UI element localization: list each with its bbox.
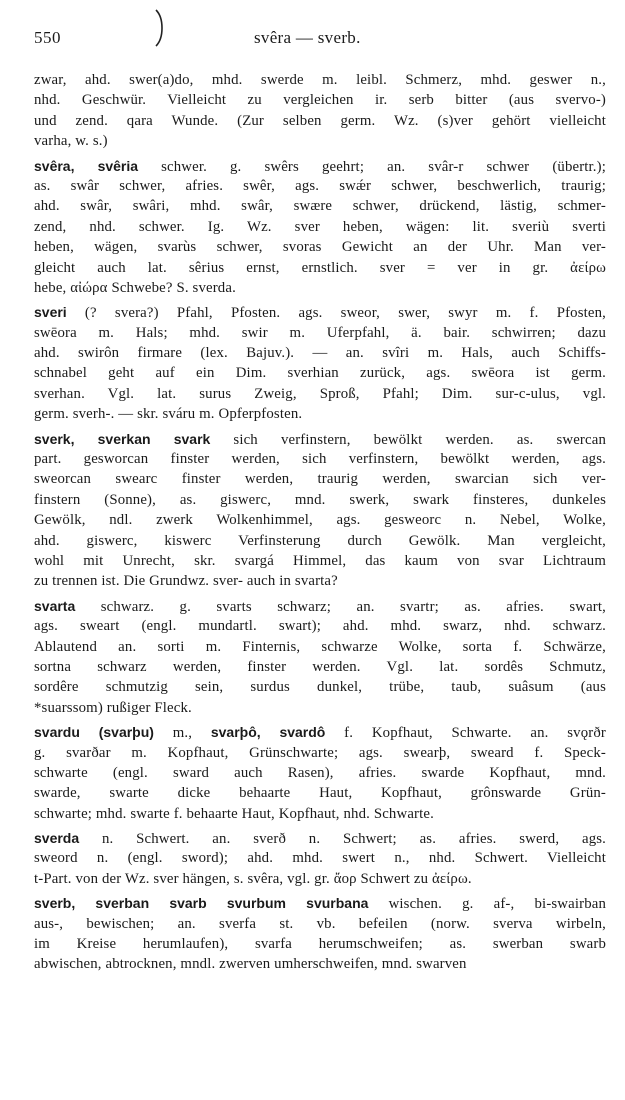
headword: svarta <box>34 597 76 614</box>
entry-line <box>34 343 606 363</box>
entry-line <box>34 893 606 913</box>
entry-line <box>34 510 606 530</box>
entry-text: schwer. g. swêrs geehrt; an. svâr-r schwer (übertr.); <box>138 158 606 175</box>
entry-line <box>34 404 606 424</box>
dictionary-entry <box>34 302 606 424</box>
entry-line <box>34 783 606 803</box>
entry-line <box>34 196 606 216</box>
entry-line <box>34 363 606 383</box>
entry-line <box>34 763 606 783</box>
entry-text: Gewölk, ndl. zwerk Wolkenhimmel, ags. gesweorc n. Nebel, Wolke, <box>34 512 606 529</box>
entry-line <box>34 111 606 131</box>
entry-text: zend, nhd. schwer. Ig. Wz. sver heben, wägen: lit. sveriù sverti <box>34 218 606 235</box>
entry-text: ahd. swirôn firmare (lex. Bajuv.). — an. svîri m. Hals, auch Schiffs- <box>34 345 606 362</box>
entry-line <box>34 278 606 298</box>
entry-line <box>34 571 606 591</box>
entry-line <box>34 828 606 848</box>
entry-line <box>34 722 606 742</box>
entry-text: (? svera?) Pfahl, Pfosten. ags. sweor, swer, swyr m. f. Pfosten, <box>66 305 606 322</box>
dictionary-entry <box>34 893 606 975</box>
entry-text: t-Part. von der Wz. sver hängen, s. svêra, vgl. gr. ἄορ Schwert zu ἀείρω. <box>34 870 472 887</box>
entry-line <box>34 551 606 571</box>
headword: svardu (svarþu) <box>34 724 154 741</box>
entry-line <box>34 848 606 868</box>
entry-line <box>34 531 606 551</box>
entry-line <box>34 637 606 657</box>
entry-line <box>34 934 606 954</box>
entry-line <box>34 490 606 510</box>
entry-line <box>34 698 606 718</box>
entry-text: nhd. Geschwür. Vielleicht zu vergleichen ir. serb bitter (aus svervo-) <box>34 92 606 109</box>
entry-text: wischen. g. af-, bi-swairban <box>368 896 607 913</box>
entry-text: sverhan. Vgl. lat. surus Zweig, Sproß, Pfahl; Dim. sur-c-ulus, vgl. <box>34 385 606 402</box>
dictionary-entry <box>34 596 606 718</box>
entry-text: as. swâr schwer, afries. swêr, ags. swǽr schwer, beschwerlich, traurig; <box>34 177 606 194</box>
entry-line <box>34 258 606 278</box>
entry-line <box>34 596 606 616</box>
bracket-mark-icon <box>154 8 168 48</box>
entry-text: zu trennen ist. Die Grundwz. sver- auch in svarta? <box>34 573 338 590</box>
dictionary-entry <box>34 70 606 152</box>
headword: sveri <box>34 304 67 321</box>
entry-text: schwarz. g. svarts schwarz; an. svartr; as. afries. swart, <box>75 598 606 615</box>
headword: sverb, sverban svarb svurbum svurbana <box>34 895 369 912</box>
entry-text: wohl mit Unrecht, skr. svargá Himmel, das kaum von svar Lichtraum <box>34 552 606 569</box>
entry-text: ags. sweart (engl. mundartl. swart); ahd. mhd. swarz, nhd. schwarz. <box>34 618 606 635</box>
entry-line <box>34 131 606 151</box>
entry-line <box>34 323 606 343</box>
dictionary-entry <box>34 429 606 592</box>
dictionary-entry <box>34 722 606 824</box>
dictionary-entry <box>34 828 606 889</box>
entry-text: m., <box>153 725 211 742</box>
headword: svarþô, svardô <box>210 724 326 741</box>
entry-text: hebe, αἰώρα Schwebe? S. sverda. <box>34 279 236 296</box>
entry-text: heben, wägen, svarùs schwer, svoras Gewicht an der Uhr. Man ver- <box>34 239 606 256</box>
dictionary-entries <box>34 70 606 979</box>
entry-text: sortna schwarz werden, finster werden. Vgl. lat. sordês Schmutz, <box>34 658 606 675</box>
entry-line <box>34 90 606 110</box>
entry-text: f. Kopfhaut, Schwarte. an. svǫrðr <box>325 725 606 742</box>
entry-line <box>34 70 606 90</box>
entry-line <box>34 156 606 176</box>
entry-text: sordêre schmutzig sein, surdus dunkel, trübe, taub, suâsum (aus <box>34 679 606 696</box>
entry-text: sweorcan swearc finster werden, traurig werden, swarcian sich ver- <box>34 471 606 488</box>
page-header <box>34 22 594 50</box>
entry-line <box>34 217 606 237</box>
entry-text: schwarte (engl. sward auch Rasen), afries. swarde Kopfhaut, mnd. <box>34 764 606 781</box>
headword: svêra, svêria <box>34 157 139 174</box>
entry-text: gleicht auch lat. sêrius ernst, ernstlich. sver = ver in gr. ἀείρω <box>34 259 606 276</box>
entry-text: und zend. qara Wunde. (Zur selben germ. Wz. (s)ver gehört vielleicht <box>34 112 606 129</box>
entry-line <box>34 804 606 824</box>
headword: sverda <box>34 830 80 847</box>
entry-text: germ. sverh-. — skr. sváru m. Opferpfosten. <box>34 406 303 423</box>
entry-line <box>34 384 606 404</box>
running-head: svêra — sverb. <box>254 28 361 47</box>
entry-text: schwarte; mhd. swarte f. behaarte Haut, Kopfhaut, nhd. Schwarte. <box>34 805 434 822</box>
entry-text: sweord n. (engl. sword); ahd. mhd. swert n., nhd. Schwert. Vielleicht <box>34 850 606 867</box>
entry-line <box>34 302 606 322</box>
headword: sverk, sverkan svark <box>34 430 211 447</box>
entry-line <box>34 616 606 636</box>
entry-line <box>34 429 606 449</box>
entry-text: swēora m. Hals; mhd. swir m. Uferpfahl, ä. bair. schwirren; dazu <box>34 324 606 341</box>
entry-line <box>34 237 606 257</box>
entry-line <box>34 176 606 196</box>
entry-line <box>34 677 606 697</box>
entry-text: varha, w. s.) <box>34 133 108 150</box>
entry-text: n. Schwert. an. sverð n. Schwert; as. afries. swerd, ags. <box>79 831 606 848</box>
entry-line <box>34 914 606 934</box>
entry-text: Ablautend an. sorti m. Finternis, schwarze Wolke, sorta f. Schwärze, <box>34 638 606 655</box>
entry-text: aus-, bewischen; an. sverfa st. vb. befeilen (norw. sverva wirbeln, <box>34 915 606 932</box>
entry-text: ahd. swâr, swâri, mhd. swâr, swære schwer, drückend, lästig, schmer- <box>34 198 606 215</box>
dictionary-entry <box>34 156 606 299</box>
entry-text: sich verfinstern, bewölkt werden. as. swercan <box>210 431 606 448</box>
entry-text: abwischen, abtrocknen, mndl. zwerven umherschweifen, mnd. swarven <box>34 956 467 973</box>
entry-line <box>34 449 606 469</box>
entry-text: g. svarðar m. Kopfhaut, Grünschwarte; ags. swearþ, sweard f. Speck- <box>34 744 606 761</box>
entry-line <box>34 954 606 974</box>
entry-text: schnabel geht auf ein Dim. sverhian zurück, ags. swēora ist germ. <box>34 365 606 382</box>
entry-text: ahd. giswerc, kiswerc Verfinsterung durch Gewölk. Man vergleicht, <box>34 532 606 549</box>
entry-text: part. gesworcan finster werden, sich verfinstern, bewölkt werden, ags. <box>34 451 606 468</box>
entry-line <box>34 657 606 677</box>
entry-text: zwar, ahd. swer(a)do, mhd. swerde m. leibl. Schmerz, mhd. geswer n., <box>34 72 606 88</box>
entry-text: im Kreise herumlaufen), svarfa herumschweifen; as. swerban swarb <box>34 936 606 953</box>
page-number: 550 <box>34 28 61 47</box>
entry-line <box>34 743 606 763</box>
entry-text: finstern (Sonne), as. giswerc, mnd. swerk, swark finsteres, dunkeles <box>34 491 606 508</box>
entry-text: *suarssom) rußiger Fleck. <box>34 699 192 716</box>
entry-line <box>34 869 606 889</box>
entry-line <box>34 469 606 489</box>
entry-text: swarde, swarte dicke behaarte Haut, Kopfhaut, grônswarde Grün- <box>34 785 606 802</box>
